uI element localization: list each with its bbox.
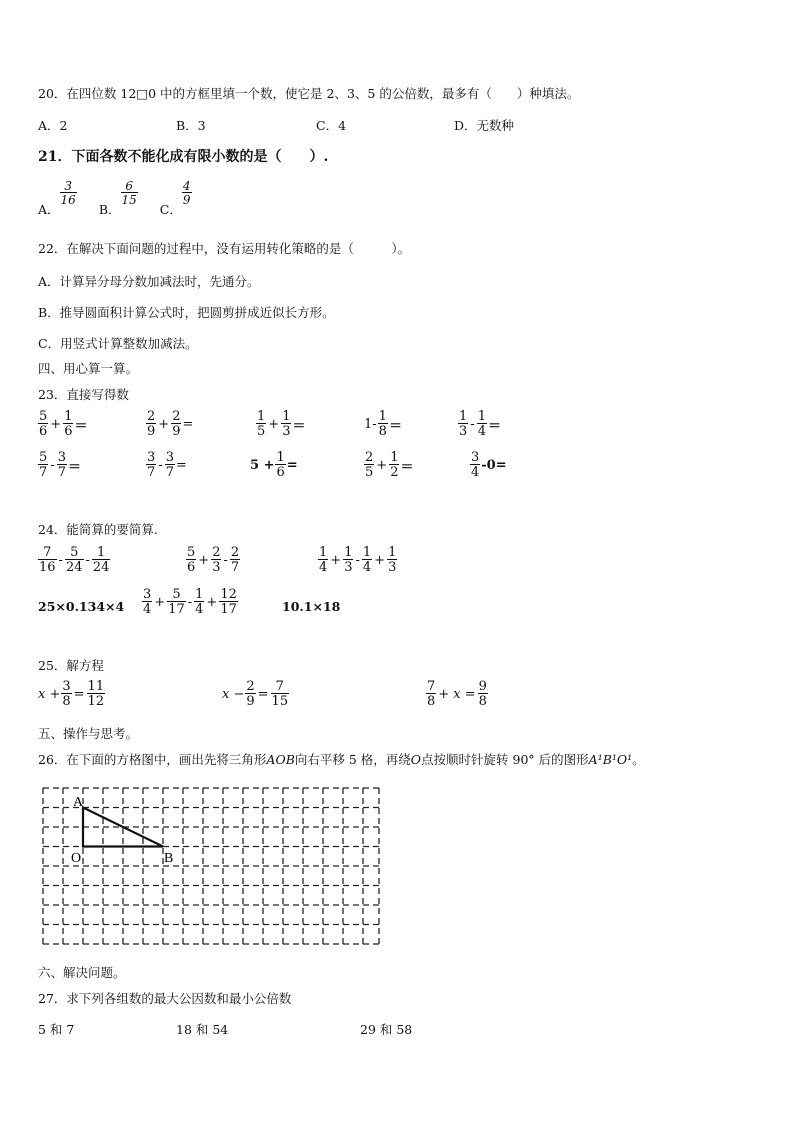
numerator: 3 xyxy=(62,679,71,694)
denominator: 7 xyxy=(57,465,66,480)
numerator: 12 xyxy=(220,587,237,602)
numerator: 1 xyxy=(319,545,328,560)
operator: + xyxy=(376,457,388,473)
q26-stem-part: 。 xyxy=(632,752,645,767)
q25-equation-1 xyxy=(38,680,105,708)
equals-sign: ＝ xyxy=(292,418,306,434)
section-6-heading: 六、解决问题。 xyxy=(38,965,126,980)
equals-sign: ＝ xyxy=(67,459,81,475)
operator: - xyxy=(50,457,55,473)
numerator: 1 xyxy=(362,545,372,560)
numerator: 5 xyxy=(172,587,181,602)
denominator: 16 xyxy=(60,193,76,207)
denominator: 8 xyxy=(378,424,387,439)
q21-option-a-label: A． xyxy=(38,202,60,217)
prefix: x + xyxy=(38,686,61,702)
numerator: 5 xyxy=(187,545,196,560)
q23-r1-item4 xyxy=(364,410,402,438)
denominator: 4 xyxy=(143,602,152,617)
denominator: 24 xyxy=(65,560,83,575)
numerator: 3 xyxy=(147,450,156,465)
denominator: 7 xyxy=(147,465,156,480)
numerator: 1 xyxy=(195,587,204,602)
q24-expression-5 xyxy=(142,588,238,616)
q25-equation-2 xyxy=(222,680,289,708)
q23-r2-item1 xyxy=(38,451,81,479)
operator: + x = xyxy=(438,686,476,702)
point-o: O xyxy=(410,752,422,767)
q24-expression-1 xyxy=(38,546,110,574)
denominator: 8 xyxy=(62,694,71,709)
prefix: 1- xyxy=(364,416,377,432)
numerator: 1 xyxy=(282,409,291,424)
numerator: 1 xyxy=(388,545,397,560)
denominator: 7 xyxy=(165,465,174,480)
equals-sign: = xyxy=(286,457,298,473)
operator: + xyxy=(50,416,62,432)
numerator: 7 xyxy=(427,679,436,694)
q27-pair-3: 29 和 58 xyxy=(360,1022,413,1037)
denominator: 7 xyxy=(39,465,48,480)
denominator: 7 xyxy=(230,560,240,575)
numerator: 1 xyxy=(257,409,266,424)
result-figure-name: A¹B¹O¹ xyxy=(588,752,633,767)
equals-sign: = xyxy=(175,457,187,473)
numerator: 2 xyxy=(365,450,374,465)
denominator: 3 xyxy=(212,560,221,575)
numerator: 5 xyxy=(39,409,48,424)
denominator: 9 xyxy=(182,193,191,207)
q23-stem: 23．直接写得数 xyxy=(38,387,129,402)
q23-r1-item3 xyxy=(256,410,305,438)
operator: + xyxy=(268,416,280,432)
numerator: 9 xyxy=(478,679,487,694)
q22-stem: 22．在解决下面问题的过程中，没有运用转化策略的是（ ）。 xyxy=(38,241,411,256)
numerator: 3 xyxy=(165,450,174,465)
q20-option-d: D．无数种 xyxy=(454,118,515,133)
numerator: 11 xyxy=(87,679,105,694)
operator: - xyxy=(58,552,63,568)
denominator: 17 xyxy=(220,602,237,617)
numerator: 2 xyxy=(172,409,181,424)
denominator: 6 xyxy=(187,560,196,575)
denominator: 9 xyxy=(246,694,255,709)
q23-r1-item5 xyxy=(458,410,501,438)
numerator: 1 xyxy=(344,545,353,560)
operator: + xyxy=(198,552,210,568)
denominator: 5 xyxy=(257,424,266,439)
q21-options xyxy=(38,180,192,216)
q27-pair-1: 5 和 7 xyxy=(38,1022,75,1037)
q22-option-c: C．用竖式计算整数加减法。 xyxy=(38,336,198,351)
denominator: 6 xyxy=(64,424,73,439)
section-5-heading: 五、操作与思考。 xyxy=(38,726,139,741)
numerator: 1 xyxy=(97,545,106,560)
operator: - xyxy=(187,594,193,610)
denominator: 6 xyxy=(276,465,285,480)
q24-expression-6: 10.1×18 xyxy=(282,599,341,614)
q22-option-a: A．计算异分母分数加减法时，先通分。 xyxy=(38,274,260,289)
numerator: 3 xyxy=(471,450,480,465)
q21-option-c-fraction xyxy=(182,180,192,206)
numerator: 3 xyxy=(143,587,152,602)
numerator: 2 xyxy=(147,409,156,424)
operator: - xyxy=(223,552,228,568)
section-4-heading: 四、用心算一算。 xyxy=(38,361,139,376)
equals-sign: ＝ xyxy=(74,418,88,434)
q23-r2-item5 xyxy=(470,451,507,479)
numerator: 1 xyxy=(378,409,387,424)
q27-stem: 27．求下列各组数的最大公因数和最小公倍数 xyxy=(38,991,292,1006)
operator: - xyxy=(470,416,475,432)
numerator: 7 xyxy=(43,545,52,560)
q23-r2-item3 xyxy=(250,451,298,479)
q20-option-c: C．4 xyxy=(316,118,347,133)
operator: + xyxy=(330,552,342,568)
denominator: 15 xyxy=(271,694,289,709)
denominator: 6 xyxy=(39,424,48,439)
equals-sign: ＝ xyxy=(400,459,414,475)
q24-stem: 24．能简算的要简算. xyxy=(38,522,158,537)
denominator: 15 xyxy=(121,193,137,207)
label-o: O xyxy=(71,851,82,866)
equals-sign: = xyxy=(182,416,194,432)
denominator: 16 xyxy=(39,560,56,575)
denominator: 17 xyxy=(168,602,185,617)
q21-option-b-label: B． xyxy=(98,202,121,217)
operator: - xyxy=(85,552,90,568)
operator: + xyxy=(158,416,170,432)
operator: - xyxy=(158,457,163,473)
numerator: 1 xyxy=(459,409,468,424)
q21-option-c-label: C． xyxy=(159,202,182,217)
numerator: 5 xyxy=(70,545,79,560)
operator: + xyxy=(154,594,166,610)
denominator: 8 xyxy=(427,694,436,709)
numerator: 2 xyxy=(230,545,240,560)
numerator: 7 xyxy=(275,679,284,694)
numerator: 2 xyxy=(212,545,221,560)
numerator: 1 xyxy=(477,409,486,424)
numerator: 2 xyxy=(246,679,255,694)
label-b: B xyxy=(164,851,174,866)
q25-stem: 25．解方程 xyxy=(38,658,104,673)
q27-pair-2: 18 和 54 xyxy=(176,1022,229,1037)
numerator: 6 xyxy=(125,179,133,193)
q26-stem xyxy=(38,750,645,768)
denominator: 3 xyxy=(282,424,291,439)
denominator: 5 xyxy=(365,465,374,480)
numerator: 1 xyxy=(390,450,399,465)
q24-expression-3 xyxy=(318,546,397,574)
q22-option-b: B．推导圆面积计算公式时，把圆剪拼成近似长方形。 xyxy=(38,305,335,320)
triangle-name: AOB xyxy=(266,752,295,767)
q26-stem-part: 向右平移 5 格，再绕 xyxy=(294,752,411,767)
q23-r2-item2 xyxy=(146,451,187,479)
denominator: 4 xyxy=(362,560,372,575)
denominator: 9 xyxy=(147,424,156,439)
operator: + xyxy=(206,594,218,610)
q24-expression-4: 25×0.134×4 xyxy=(38,599,125,614)
q20-option-a: A．2 xyxy=(38,118,68,133)
q20-option-b: B．3 xyxy=(176,118,206,133)
denominator: 4 xyxy=(195,602,204,617)
q24-expression-2 xyxy=(186,546,240,574)
numerator: 3 xyxy=(57,450,66,465)
numerator: 4 xyxy=(182,179,191,193)
q25-equation-3 xyxy=(426,680,488,708)
q26-stem-part: 点按顺时针旋转 90° 后的图形 xyxy=(421,752,589,767)
operator: - xyxy=(355,552,360,568)
numerator: 1 xyxy=(276,450,285,465)
dashed-grid-figure xyxy=(41,786,381,946)
equals-sign: = xyxy=(257,686,269,702)
q20-stem: 20．在四位数 12□0 中的方框里填一个数，使它是 2、3、5 的公倍数，最多有（ ）种填法。 xyxy=(38,86,580,101)
denominator: 24 xyxy=(92,560,110,575)
denominator: 9 xyxy=(172,424,181,439)
label-a: A xyxy=(73,795,84,810)
denominator: 3 xyxy=(459,424,468,439)
q21-option-b-fraction xyxy=(121,180,138,206)
numerator: 5 xyxy=(39,450,48,465)
denominator: 2 xyxy=(390,465,399,480)
equals-sign: = xyxy=(73,686,85,702)
denominator: 4 xyxy=(471,465,480,480)
numerator: 1 xyxy=(64,409,73,424)
equals-sign: ＝ xyxy=(487,418,501,434)
numerator: 3 xyxy=(64,179,72,193)
denominator: 4 xyxy=(319,560,328,575)
operator: + xyxy=(374,552,386,568)
q23-r1-item2 xyxy=(146,410,193,438)
prefix: x − xyxy=(222,686,245,702)
denominator: 4 xyxy=(477,424,486,439)
prefix: 5 + xyxy=(250,457,275,473)
denominator: 8 xyxy=(478,694,487,709)
suffix: -0= xyxy=(481,457,507,473)
equals-sign: ＝ xyxy=(388,418,402,434)
denominator: 12 xyxy=(87,694,105,709)
denominator: 3 xyxy=(388,560,397,575)
q21-option-a-fraction xyxy=(60,180,77,206)
q26-stem-part: 26．在下面的方格图中，画出先将三角形 xyxy=(38,752,267,767)
q21-stem: 21．下面各数不能化成有限小数的是（ ）. xyxy=(38,149,329,165)
denominator: 3 xyxy=(344,560,353,575)
q23-r2-item4 xyxy=(364,451,413,479)
q23-r1-item1 xyxy=(38,410,87,438)
